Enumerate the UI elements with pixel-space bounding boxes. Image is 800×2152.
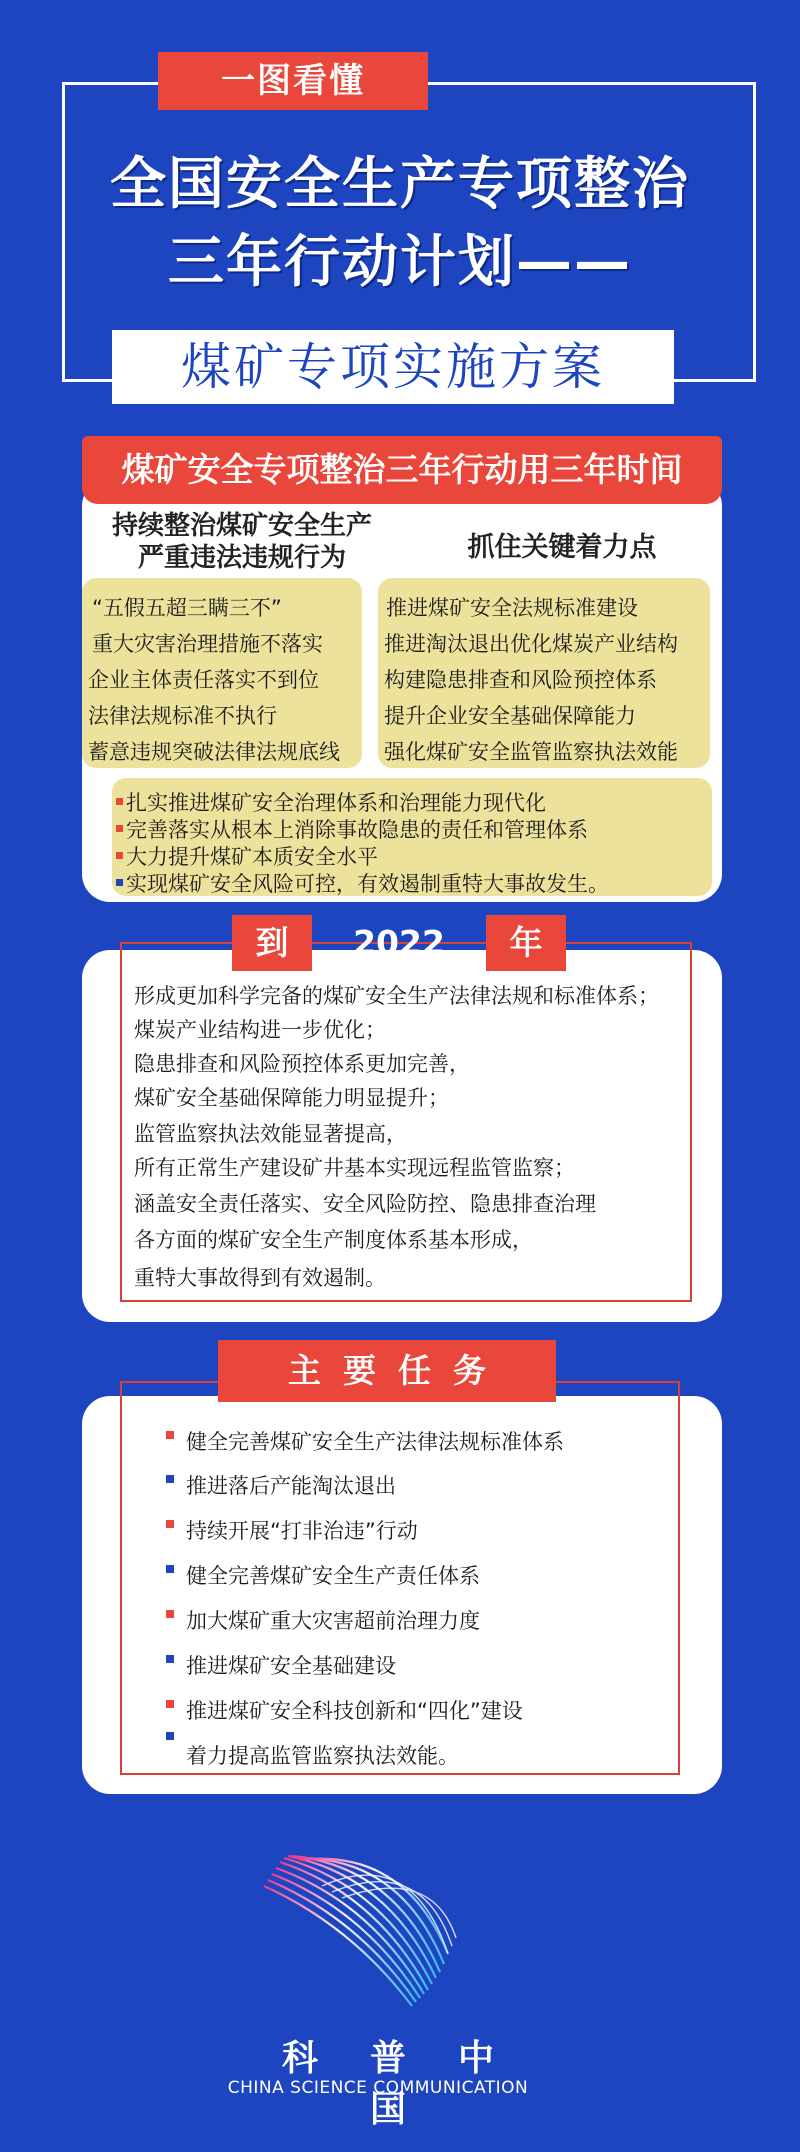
left-item: 企业主体责任落实不到位 (88, 668, 319, 692)
header-title-line1: 全国安全生产专项整治 (110, 152, 690, 217)
goal-item: 扎实推进煤矿安全治理体系和治理能力现代化 (126, 791, 546, 815)
target-line: 隐患排查和风险预控体系更加完善， (134, 1052, 470, 1076)
logo-name-cn: 科普中国 (281, 2038, 546, 2130)
red-bullet-icon (166, 1520, 174, 1528)
goal-item: 实现煤矿安全风险可控，有效遏制重特大事故发生。 (126, 872, 609, 896)
red-bullet-icon (166, 1610, 174, 1618)
task-item: 推进煤矿安全科技创新和“四化”建设 (186, 1699, 523, 1723)
red-bullet-icon (116, 825, 123, 832)
section1-banner: 煤矿安全专项整治三年行动用三年时间 (82, 436, 722, 504)
right-item: 推进煤矿安全法规标准建设 (386, 596, 638, 620)
section1-right-heading: 抓住关键着力点 (467, 532, 657, 563)
header-tag: 一图看懂 (158, 52, 428, 110)
left-item: 法律法规标准不执行 (88, 704, 277, 728)
red-bullet-icon (166, 1431, 174, 1439)
left-item: 蓄意违规突破法律法规底线 (88, 740, 340, 764)
section2-label-year: 年 (486, 915, 566, 971)
right-item: 构建隐患排查和风险预控体系 (384, 668, 657, 692)
target-line: 监管监察执法效能显著提高， (134, 1122, 407, 1146)
section1-left-heading (92, 510, 392, 574)
task-item: 持续开展“打非治违”行动 (186, 1519, 418, 1543)
target-line: 涵盖安全责任落实、安全风险防控、隐患排查治理 (134, 1192, 596, 1216)
blue-bullet-icon (166, 1655, 174, 1663)
target-line: 煤炭产业结构进一步优化； (134, 1018, 386, 1042)
target-line: 形成更加科学完备的煤矿安全生产法律法规和标准体系； (134, 984, 659, 1008)
task-item: 推进煤矿安全基础建设 (186, 1654, 396, 1678)
header-title-line2: 三年行动计划—— (168, 230, 632, 295)
goal-item: 大力提升煤矿本质安全水平 (126, 845, 378, 869)
task-item: 加大煤矿重大灾害超前治理力度 (186, 1609, 480, 1633)
section2-year: 2022 (353, 923, 445, 962)
red-bullet-icon (116, 852, 123, 859)
left-item: “五假五超三瞒三不” (92, 596, 282, 620)
kepu-logo-icon (262, 1846, 502, 2026)
red-bullet-icon (166, 1700, 174, 1708)
task-item: 健全完善煤矿安全生产法律法规标准体系 (186, 1430, 564, 1454)
blue-bullet-icon (166, 1732, 174, 1740)
left-item: 重大灾害治理措施不落实 (92, 632, 323, 656)
section3-banner: 主要任务 (218, 1340, 556, 1402)
target-line: 各方面的煤矿安全生产制度体系基本形成， (134, 1228, 533, 1252)
section2-label-to: 到 (232, 915, 312, 971)
left-heading-line1: 持续整治煤矿安全生产 (111, 511, 372, 541)
blue-bullet-icon (166, 1565, 174, 1573)
blue-bullet-icon (166, 1475, 174, 1483)
right-item: 提升企业安全基础保障能力 (384, 704, 636, 728)
target-line: 煤矿安全基础保障能力明显提升； (134, 1086, 449, 1110)
goal-item: 完善落实从根本上消除事故隐患的责任和管理体系 (126, 818, 588, 842)
target-line: 所有正常生产建设矿井基本实现远程监管监察； (134, 1156, 575, 1180)
task-item: 推进落后产能淘汰退出 (186, 1474, 396, 1498)
red-bullet-icon (116, 798, 123, 805)
task-item: 着力提高监管监察执法效能。 (186, 1744, 459, 1768)
task-item: 健全完善煤矿安全生产责任体系 (186, 1564, 480, 1588)
blue-bullet-icon (116, 879, 123, 886)
target-line: 重特大事故得到有效遏制。 (134, 1266, 386, 1290)
right-item: 推进淘汰退出优化煤炭产业结构 (384, 632, 678, 656)
left-heading-line2: 严重违法违规行为 (137, 543, 346, 573)
header-subtitle: 煤矿专项实施方案 (112, 330, 674, 404)
logo-name-en: CHINA SCIENCE COMMUNICATION (227, 2078, 529, 2098)
right-item: 强化煤矿安全监管监察执法效能 (384, 740, 678, 764)
